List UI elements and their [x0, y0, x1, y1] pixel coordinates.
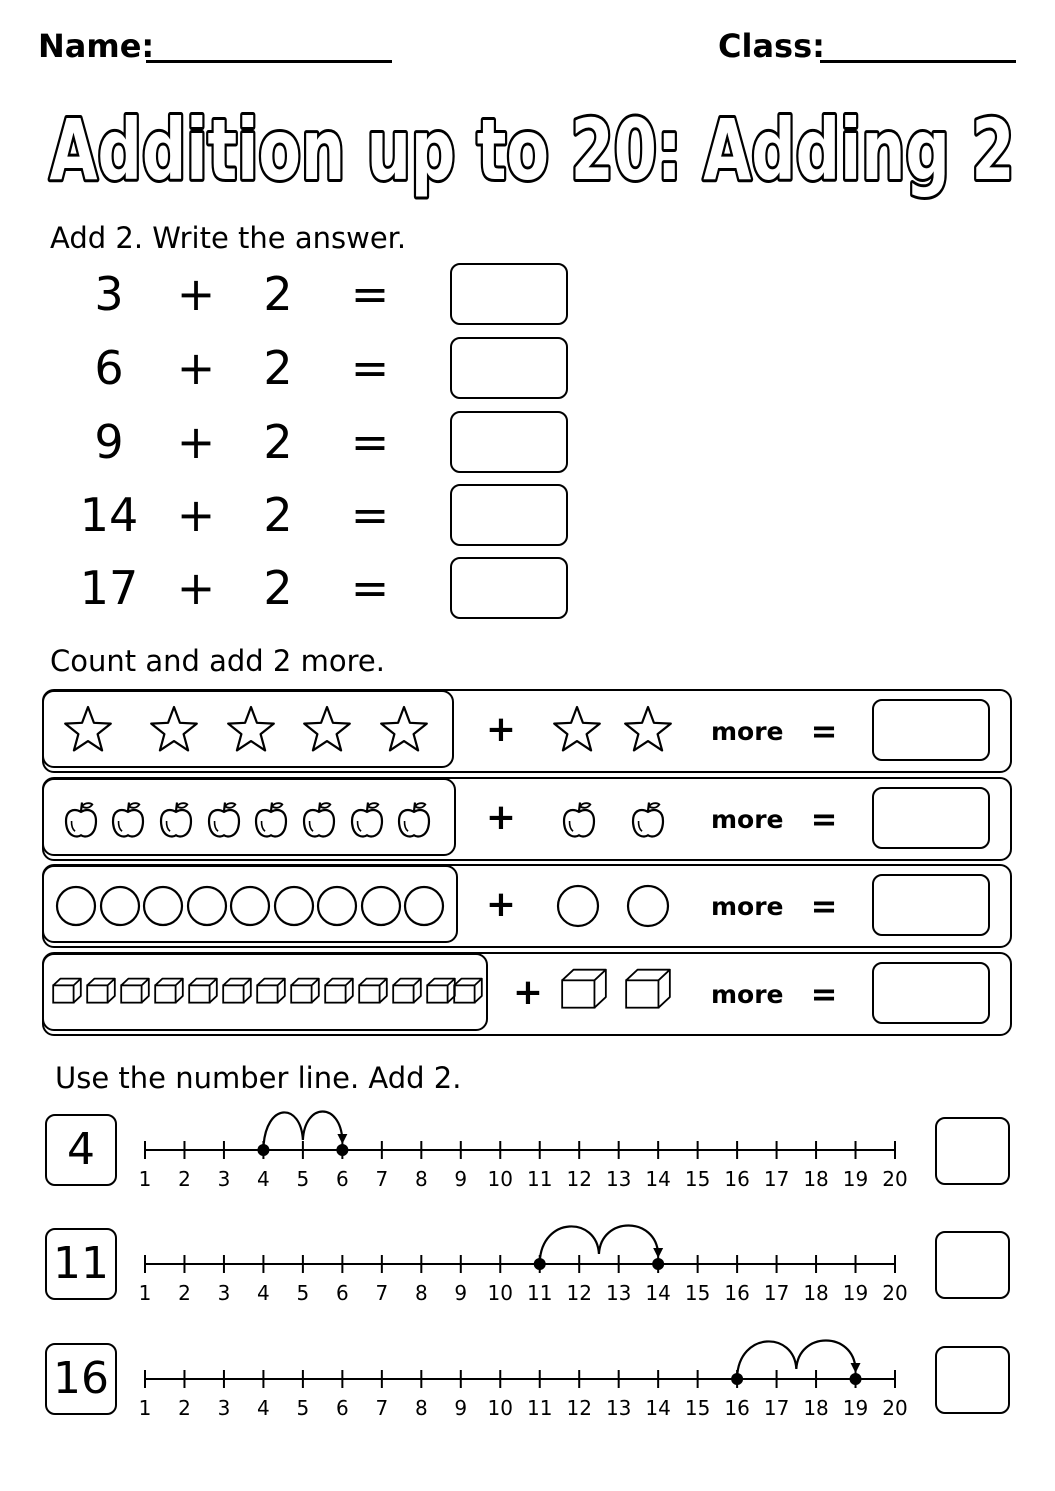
tick-label: 14 [645, 1281, 671, 1305]
tick-label: 19 [842, 1396, 869, 1420]
plus-sign: + [485, 709, 517, 750]
star-icon [228, 707, 274, 750]
tick-label: 6 [336, 1167, 349, 1191]
tick-label: 2 [178, 1167, 191, 1191]
tick-label: 1 [138, 1281, 152, 1305]
tick-label: 3 [217, 1281, 231, 1305]
equation-row [0, 262, 620, 326]
tick-label: 17 [763, 1167, 790, 1191]
cube-more-icon [562, 970, 606, 1008]
tick-label: 17 [763, 1396, 790, 1420]
tick-label: 14 [645, 1167, 671, 1191]
addend-a: 6 [94, 341, 124, 395]
equation-row [0, 483, 620, 547]
section1-instruction: Add 2. Write the answer. [50, 221, 407, 255]
tick-label: 17 [763, 1281, 790, 1305]
tick-label: 11 [527, 1281, 553, 1305]
tick-label: 18 [803, 1167, 829, 1191]
equals-sign: = [810, 800, 838, 838]
cube-icon [87, 979, 115, 1003]
tick-label: 7 [375, 1167, 389, 1191]
equals-sign: = [350, 415, 390, 469]
tick-label: 5 [296, 1167, 310, 1191]
tick-label: 20 [882, 1396, 908, 1420]
page-title-wrap [0, 84, 1055, 214]
jump-arc [737, 1341, 855, 1378]
number-line [130, 1204, 910, 1314]
tick-label: 9 [454, 1281, 468, 1305]
equation-row [0, 410, 620, 474]
tick-label: 5 [296, 1281, 310, 1305]
answer-box[interactable] [450, 557, 568, 619]
circle-icon [188, 887, 226, 925]
circle-icon [144, 887, 182, 925]
tick-label: 20 [882, 1167, 908, 1191]
tick-label: 16 [724, 1281, 750, 1305]
tick-label: 9 [454, 1396, 468, 1420]
cube-icon [223, 979, 251, 1003]
tick-label: 2 [178, 1396, 191, 1420]
page-title: Addition up to 20: Adding 2 [49, 101, 1015, 199]
plus-sign: + [485, 797, 517, 838]
equals-sign: = [350, 341, 390, 395]
tick-label: 4 [257, 1396, 270, 1420]
cube-icon [454, 979, 482, 1003]
tick-label: 8 [414, 1281, 428, 1305]
apple-icon [399, 802, 429, 836]
answer-box[interactable] [935, 1231, 1010, 1299]
circle-icon [405, 887, 443, 925]
more-label: more [711, 805, 784, 834]
tick-label: 15 [684, 1396, 711, 1420]
arrow-head-icon [653, 1248, 663, 1258]
apple-icon [256, 802, 286, 836]
tick-label: 2 [178, 1281, 191, 1305]
apple-more-icon [633, 802, 663, 836]
end-dot [652, 1258, 664, 1270]
star-icon [381, 707, 427, 750]
addend-a: 14 [79, 488, 139, 542]
plus-sign: + [176, 415, 216, 469]
start-number-box: 4 [45, 1114, 117, 1186]
start-number-box: 11 [45, 1228, 117, 1300]
tick-label: 12 [566, 1281, 592, 1305]
name-label: Name: [38, 27, 155, 65]
tick-label: 14 [645, 1396, 671, 1420]
number-line [130, 1319, 910, 1429]
cube-icon [393, 979, 421, 1003]
apple-icon [209, 802, 239, 836]
count-icons [42, 864, 1012, 948]
cube-icon [121, 979, 149, 1003]
answer-box[interactable] [872, 874, 990, 936]
tick-label: 16 [724, 1167, 750, 1191]
cube-icon [291, 979, 319, 1003]
start-dot [534, 1258, 546, 1270]
circle-icon [101, 887, 139, 925]
answer-box[interactable] [450, 411, 568, 473]
tick-label: 10 [487, 1281, 513, 1305]
addend-a: 9 [94, 415, 124, 469]
answer-box[interactable] [935, 1346, 1010, 1414]
tick-label: 11 [527, 1167, 553, 1191]
more-label: more [711, 980, 784, 1009]
tick-label: 1 [138, 1167, 152, 1191]
answer-box[interactable] [872, 699, 990, 761]
equals-sign: = [810, 712, 838, 750]
cube-icon [359, 979, 387, 1003]
count-icons [42, 689, 1012, 773]
start-dot [257, 1144, 269, 1156]
tick-label: 9 [454, 1167, 468, 1191]
tick-label: 10 [487, 1167, 513, 1191]
plus-sign: + [176, 561, 216, 615]
circle-icon [275, 887, 313, 925]
equals-sign: = [350, 561, 390, 615]
answer-box[interactable] [935, 1117, 1010, 1185]
tick-label: 3 [217, 1396, 231, 1420]
tick-label: 4 [257, 1281, 270, 1305]
tick-label: 12 [566, 1167, 592, 1191]
section3-instruction: Use the number line. Add 2. [55, 1061, 462, 1095]
equation-row [0, 336, 620, 400]
circle-icon [362, 887, 400, 925]
circle-more-icon [628, 886, 668, 926]
tick-label: 15 [684, 1281, 711, 1305]
tick-label: 10 [487, 1396, 513, 1420]
tick-label: 16 [724, 1396, 750, 1420]
more-label: more [711, 717, 784, 746]
answer-box[interactable] [872, 962, 990, 1024]
tick-label: 13 [605, 1167, 632, 1191]
start-number-box: 16 [45, 1343, 117, 1415]
star-icon [65, 707, 111, 750]
tick-label: 3 [217, 1167, 231, 1191]
star-more-icon [625, 707, 671, 750]
circle-icon [231, 887, 269, 925]
cube-icon [257, 979, 285, 1003]
tick-label: 4 [257, 1167, 270, 1191]
addend-b: 2 [263, 488, 293, 542]
star-more-icon [554, 707, 600, 750]
arrow-head-icon [851, 1363, 861, 1373]
plus-sign: + [176, 267, 216, 321]
equals-sign: = [810, 975, 838, 1013]
plus-sign: + [512, 972, 544, 1013]
equals-sign: = [810, 887, 838, 925]
end-dot [336, 1144, 348, 1156]
tick-label: 6 [336, 1281, 349, 1305]
end-dot [850, 1373, 862, 1385]
star-icon [151, 707, 197, 750]
number-line [130, 1090, 910, 1200]
tick-label: 1 [138, 1396, 152, 1420]
apple-icon [113, 802, 143, 836]
cube-icon [53, 979, 81, 1003]
cube-icon [189, 979, 217, 1003]
arrow-head-icon [337, 1134, 347, 1144]
addend-b: 2 [263, 267, 293, 321]
plus-sign: + [485, 884, 517, 925]
tick-label: 15 [684, 1167, 711, 1191]
cube-more-icon [626, 970, 670, 1008]
addend-a: 17 [79, 561, 139, 615]
circle-icon [57, 887, 95, 925]
name-field[interactable] [146, 60, 392, 63]
tick-label: 18 [803, 1396, 829, 1420]
tick-label: 19 [842, 1167, 869, 1191]
addend-b: 2 [263, 341, 293, 395]
more-label: more [711, 892, 784, 921]
circle-icon [318, 887, 356, 925]
equals-sign: = [350, 267, 390, 321]
class-label: Class: [718, 27, 825, 65]
tick-label: 11 [527, 1396, 553, 1420]
tick-label: 7 [375, 1396, 389, 1420]
jump-arc [540, 1226, 658, 1263]
answer-box[interactable] [450, 337, 568, 399]
answer-box[interactable] [872, 787, 990, 849]
apple-more-icon [564, 802, 594, 836]
section2-instruction: Count and add 2 more. [50, 644, 385, 678]
tick-label: 20 [882, 1281, 908, 1305]
apple-icon [161, 802, 191, 836]
plus-sign: + [176, 488, 216, 542]
addend-b: 2 [263, 415, 293, 469]
apple-icon [352, 802, 382, 836]
addend-a: 3 [94, 267, 124, 321]
tick-label: 13 [605, 1281, 632, 1305]
tick-label: 5 [296, 1396, 310, 1420]
class-field[interactable] [820, 60, 1016, 63]
page-title-graphic [0, 84, 1055, 214]
star-icon [304, 707, 350, 750]
cube-icon [427, 979, 455, 1003]
cube-icon [155, 979, 183, 1003]
tick-label: 8 [414, 1396, 428, 1420]
tick-label: 18 [803, 1281, 829, 1305]
tick-label: 13 [605, 1396, 632, 1420]
answer-box[interactable] [450, 263, 568, 325]
start-dot [731, 1373, 743, 1385]
equals-sign: = [350, 488, 390, 542]
plus-sign: + [176, 341, 216, 395]
tick-label: 12 [566, 1396, 592, 1420]
circle-more-icon [558, 886, 598, 926]
apple-icon [66, 802, 96, 836]
addend-b: 2 [263, 561, 293, 615]
equation-row [0, 556, 620, 620]
tick-label: 19 [842, 1281, 869, 1305]
apple-icon [304, 802, 334, 836]
tick-label: 8 [414, 1167, 428, 1191]
tick-label: 6 [336, 1396, 349, 1420]
count-icons [42, 777, 1012, 861]
answer-box[interactable] [450, 484, 568, 546]
tick-label: 7 [375, 1281, 389, 1305]
cube-icon [325, 979, 353, 1003]
